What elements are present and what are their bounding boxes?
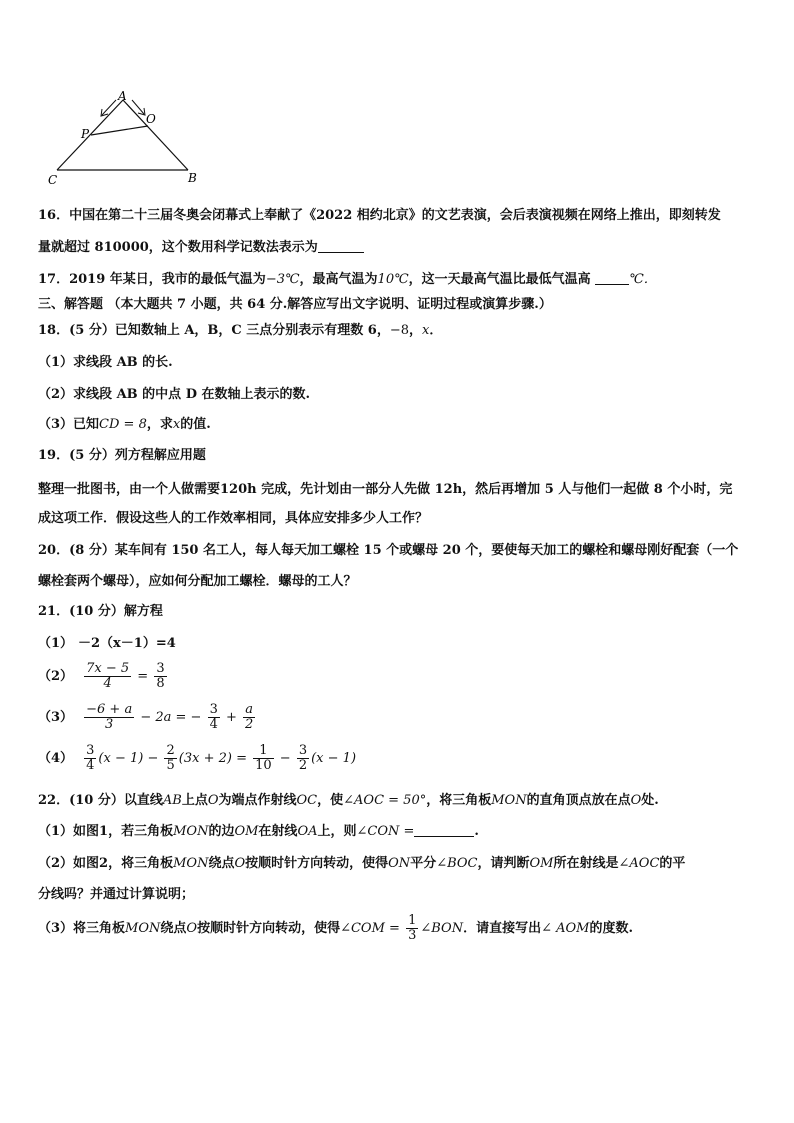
numerator: 3 (298, 743, 308, 758)
label-O: O (146, 112, 156, 126)
numerator: 1 (408, 913, 417, 928)
q22-intro (38, 793, 659, 809)
q18-part1: （1）求线段 AB 的长. (38, 355, 173, 370)
q17-line (38, 272, 657, 288)
q16-line1: 16．中国在第二十三届冬奥会闭幕式上奉献了《2022 相约北京》的文艺表演，会后表演视频在网络上推出，即刻转发 (38, 208, 721, 223)
t: ，请判断 (477, 856, 530, 871)
q21-eq1-label: （1） (38, 636, 74, 651)
denominator: 4 (209, 717, 218, 732)
q20-line1: 20．(8 分）某车间有 150 名工人，每人每天加工螺栓 15 个或螺母 20 个，要使每天加工的螺栓和螺母刚好配套（一个 (38, 543, 739, 558)
t: 按顺时针方向转动，使得 (197, 921, 341, 936)
t: （3）将三角板 (38, 921, 126, 936)
label-A: A (118, 89, 127, 103)
q22-part2 (38, 856, 685, 872)
q17-answer-blank (595, 272, 629, 285)
q18-end: ． (429, 323, 443, 338)
t: 上，则 (317, 824, 357, 839)
m: ON (388, 856, 411, 871)
m: O (630, 793, 642, 808)
section3-heading: 三、解答题 （本大题共 7 小题，共 64 分.解答应写出文字说明、证明过程或演算步骤.） (38, 297, 552, 312)
t: 平分 (410, 856, 437, 871)
t: 绕点 (208, 856, 235, 871)
q21-eq1-text: －2（x－1）=4 (78, 636, 176, 651)
m: ∠BON (420, 921, 464, 936)
q21-eq3-mid: − 2a = − (136, 710, 206, 725)
t: . (474, 824, 479, 839)
m: MON (173, 824, 209, 839)
q21-eq4-t2: (3x + 2) = (178, 751, 252, 766)
q18-part3 (38, 417, 211, 433)
q18-var-x: x (422, 323, 430, 338)
m: ∠AOC = 50° (343, 793, 427, 808)
q16-line2-text: 量就超过 810000，这个数用科学记数法表示为 (38, 240, 318, 255)
q21-eq3 (38, 703, 257, 732)
q19-line2: 成这项工作．假设这些人的工作效率相同，具体应安排多少人工作？ (38, 511, 429, 526)
t: 的直角顶点放在点 (526, 793, 631, 808)
numerator: 3 (209, 702, 218, 717)
numerator: 3 (156, 661, 165, 676)
q18-p3-mid: ，求 (146, 417, 173, 432)
denominator: 2 (298, 758, 308, 773)
q17-pre: 17．2019 年某日，我市的最低气温为 (38, 272, 266, 287)
t: （1）如图1，若三角板 (38, 824, 174, 839)
m: ∠AOC (618, 856, 660, 871)
q18-intro-text: 18．(5 分）已知数轴上 A，B，C 三点分别表示有理数 6， (38, 323, 390, 338)
q21-eq2-frac-left (84, 662, 131, 691)
equals: = (133, 669, 153, 684)
numerator: 7x − 5 (86, 661, 130, 676)
denominator: 4 (86, 758, 95, 773)
q22-answer-blank (414, 824, 474, 837)
m: O (186, 921, 198, 936)
q18-p3-end: 的值. (180, 417, 211, 432)
t: 所在射线是 (553, 856, 619, 871)
q21-eq4-t3: − (275, 751, 295, 766)
numerator: −6 + a (86, 702, 133, 717)
t: 的度数. (589, 921, 634, 936)
numerator: 2 (166, 743, 175, 758)
m: MON (173, 856, 209, 871)
denominator: 10 (255, 758, 272, 773)
m: AB (162, 793, 182, 808)
denominator: 3 (408, 928, 417, 943)
t: 上点 (181, 793, 208, 808)
denominator: 2 (245, 717, 254, 732)
q18-intro (38, 323, 442, 339)
numerator: a (243, 703, 255, 718)
denominator: 8 (156, 676, 165, 691)
label-B: B (188, 171, 197, 185)
q20-line2: 螺栓套两个螺母），应如何分配加工螺栓．螺母的工人？ (38, 574, 357, 589)
q21-eq3-frac1 (84, 703, 134, 732)
q22-p3-frac (406, 914, 418, 943)
denominator: 4 (103, 676, 112, 691)
denominator: 5 (166, 758, 175, 773)
m: MON (491, 793, 527, 808)
q16-answer-blank (318, 240, 364, 253)
label-C: C (48, 173, 58, 187)
t: ，将三角板 (426, 793, 492, 808)
q21-eq4 (38, 744, 356, 773)
m: ∠CON = (356, 824, 415, 839)
q21-eq4-frac3 (253, 744, 274, 773)
t: 按顺时针方向转动，使得 (245, 856, 389, 871)
q21-title: 21．(10 分）解方程 (38, 604, 163, 619)
q22-part3 (38, 914, 633, 943)
q18-neg8: −8 (389, 323, 410, 338)
t: 为端点作射线 (218, 793, 297, 808)
q21-eq4-label: （4） (38, 751, 74, 766)
q19-line1: 整理一批图书，由一个人做需要120h 完成，先计划由一部分人先做 12h，然后再增加 5 人与他们一起做 8 个小时，完 (38, 482, 733, 497)
t: （2）如图2，将三角板 (38, 856, 174, 871)
label-P: P (81, 127, 90, 141)
t: 处. (641, 793, 659, 808)
q21-eq1 (38, 636, 176, 652)
t: 在射线 (258, 824, 298, 839)
q18-part2: （2）求线段 AB 的中点 D 在数轴上表示的数. (38, 387, 311, 402)
numerator: 1 (253, 744, 274, 759)
q21-eq2 (38, 662, 169, 691)
m: O (207, 793, 219, 808)
q17-mid: ，最高气温为 (299, 272, 378, 287)
t: 绕点 (160, 921, 187, 936)
q21-eq3-frac2 (208, 703, 220, 732)
m: O (234, 856, 246, 871)
q21-eq4-frac1 (84, 744, 96, 773)
plus: + (221, 710, 242, 725)
q17-unit: ℃． (629, 272, 657, 287)
m: MON (125, 921, 161, 936)
q19-title: 19．(5 分）列方程解应用题 (38, 448, 206, 463)
numerator: 3 (86, 743, 95, 758)
q22-part1 (38, 824, 479, 840)
m: OM (529, 856, 554, 871)
q21-eq2-frac-right (154, 662, 166, 691)
q21-eq4-t4: (x − 1) (311, 751, 357, 766)
m: OC (296, 793, 318, 808)
denominator: 3 (105, 717, 114, 732)
t: 22．(10 分）以直线 (38, 793, 163, 808)
q21-eq4-t1: (x − 1) − (98, 751, 163, 766)
q17-high-temp: 10℃ (377, 272, 409, 287)
q21-eq3-frac3 (243, 703, 255, 732)
q17-post: ，这一天最高气温比最低气温高 (408, 272, 591, 287)
t: ，使 (317, 793, 344, 808)
q17-low-temp: −3℃ (265, 272, 300, 287)
m: ∠ AOM (541, 921, 590, 936)
q21-eq4-frac2 (164, 744, 176, 773)
q21-eq2-label: （2） (38, 669, 74, 684)
m: ∠BOC (436, 856, 478, 871)
q18-p3-var: x (172, 417, 181, 432)
q16-line2 (38, 240, 364, 256)
triangle-figure (40, 88, 210, 188)
m: OA (297, 824, 318, 839)
q18-p3-math: CD = 8 (99, 417, 147, 432)
m: OM (234, 824, 259, 839)
q21-eq3-label: （3） (38, 710, 74, 725)
q22-part2-line2: 分线吗？并通过计算说明； (38, 887, 195, 902)
q18-sep: ， (409, 323, 423, 338)
q21-eq4-frac4 (297, 744, 309, 773)
m: ∠COM = (340, 921, 405, 936)
t: 的平 (659, 856, 686, 871)
t: 的边 (208, 824, 235, 839)
t: ．请直接写出 (463, 921, 542, 936)
q18-p3-pre: （3）已知 (38, 417, 100, 432)
